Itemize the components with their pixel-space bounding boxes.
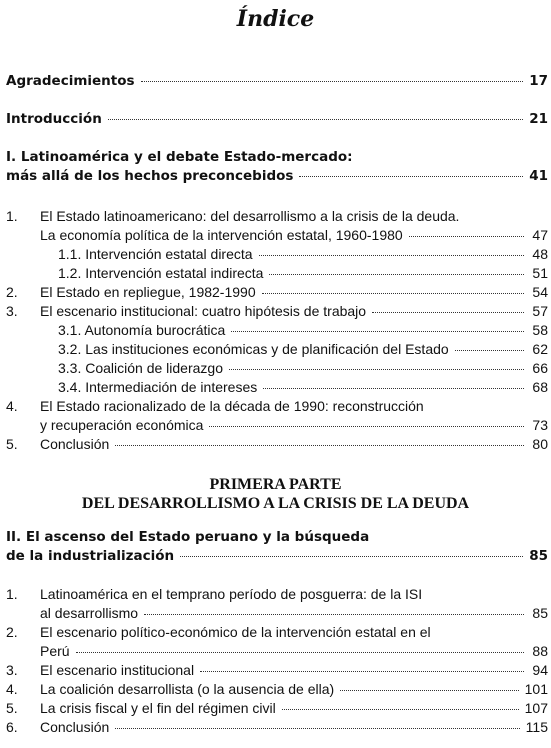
toc-entry[interactable] (40, 641, 548, 661)
entry-label: La crisis fiscal y el fin del régimen civil (40, 700, 276, 716)
toc-entry[interactable] (40, 698, 548, 718)
dot-leader (269, 274, 524, 275)
entry-label: 3.3. Coalición de liderazgo (58, 360, 223, 376)
dot-leader (231, 331, 524, 332)
entry-page: 101 (524, 681, 548, 697)
entry-page: 51 (532, 265, 548, 281)
entry-page: 41 (529, 168, 548, 184)
entry-label: La coalición desarrollista (o la ausencia de ella) (40, 681, 335, 697)
dot-leader (259, 255, 524, 256)
item-text-line1: El Estado racionalizado de la década de 1990: reconstrucción (40, 398, 424, 414)
dot-leader (409, 236, 524, 237)
entry-page: 21 (529, 111, 548, 127)
entry-page: 85 (529, 548, 548, 564)
toc-entry[interactable] (40, 282, 548, 302)
item-text-line1: El escenario político-económico de la intervención estatal en el (40, 624, 431, 640)
dot-leader (299, 176, 523, 177)
dot-leader (108, 119, 523, 120)
entry-label: Conclusión (40, 719, 110, 735)
entry-page: 68 (532, 379, 548, 395)
toc-entry-introduccion[interactable] (6, 109, 548, 129)
entry-page: 17 (529, 73, 548, 89)
toc-entry[interactable] (58, 339, 548, 359)
entry-page: 115 (525, 719, 548, 735)
dot-leader (200, 671, 524, 672)
dot-leader (229, 369, 524, 370)
item-number: 4. (6, 681, 18, 697)
entry-label: y recuperación económica (40, 417, 204, 433)
item-text-line1: El Estado latinoamericano: del desarrollismo a la crisis de la deuda. (40, 208, 460, 224)
toc-entry-chapter-1[interactable] (6, 166, 548, 186)
toc-entry[interactable] (58, 244, 548, 264)
entry-label: La economía política de la intervención estatal, 1960-1980 (40, 227, 403, 243)
dot-leader (141, 81, 524, 82)
entry-label: Introducción (6, 111, 102, 127)
item-number: 1. (6, 586, 18, 602)
entry-label: Perú (40, 643, 70, 659)
item-number: 2. (6, 284, 18, 300)
entry-label: de la industrialización (6, 548, 175, 564)
entry-label: El escenario institucional (40, 662, 195, 678)
chapter-2-title-line1: II. El ascenso del Estado peruano y la búsqueda (6, 529, 370, 545)
entry-label: El escenario institucional: cuatro hipótesis de trabajo (40, 303, 367, 319)
toc-entry[interactable] (58, 263, 548, 283)
entry-label: al desarrollismo (40, 605, 139, 621)
entry-page: 94 (532, 662, 548, 678)
item-number: 2. (6, 624, 18, 640)
part-heading-line2: DEL DESARROLLISMO A LA CRISIS DE LA DEUDA (81, 495, 470, 512)
entry-label: 3.4. Intermediación de intereses (58, 379, 258, 395)
dot-leader (209, 426, 524, 427)
toc-entry[interactable] (40, 603, 548, 623)
item-text-line1: Latinoamérica en el temprano período de posguerra: de la ISI (40, 586, 423, 602)
dot-leader (455, 350, 524, 351)
entry-page: 58 (532, 322, 548, 338)
entry-label: El Estado en repliegue, 1982-1990 (40, 284, 256, 300)
toc-entry[interactable] (58, 358, 548, 378)
item-number: 6. (6, 719, 18, 735)
item-number: 4. (6, 398, 18, 414)
entry-page: 57 (532, 303, 548, 319)
toc-entry[interactable] (40, 679, 548, 699)
dot-leader (282, 709, 519, 710)
entry-page: 47 (532, 227, 548, 243)
entry-page: 54 (532, 284, 548, 300)
dot-leader (144, 614, 524, 615)
toc-entry[interactable] (40, 415, 548, 435)
item-number: 3. (6, 662, 18, 678)
dot-leader (115, 728, 519, 729)
entry-page: 107 (524, 700, 548, 716)
entry-label: 3.1. Autonomía burocrática (58, 322, 226, 338)
entry-label: Conclusión (40, 436, 110, 452)
entry-label: 1.2. Intervención estatal indirecta (58, 265, 264, 281)
item-number: 1. (6, 208, 18, 224)
toc-entry-agradecimientos[interactable] (6, 71, 548, 91)
item-number: 5. (6, 436, 18, 452)
dot-leader (76, 652, 524, 653)
toc-entry[interactable] (40, 301, 548, 321)
item-number: 5. (6, 700, 18, 716)
dot-leader (372, 312, 524, 313)
entry-label: 1.1. Intervención estatal directa (58, 246, 253, 262)
toc-entry[interactable] (40, 225, 548, 245)
entry-page: 88 (532, 643, 548, 659)
item-number: 3. (6, 303, 18, 319)
dot-leader (115, 445, 524, 446)
part-heading-line1: PRIMERA PARTE (209, 476, 342, 493)
toc-entry[interactable] (40, 660, 548, 680)
toc-entry[interactable] (40, 434, 548, 454)
dot-leader (180, 556, 523, 557)
toc-entry[interactable] (40, 717, 548, 737)
entry-page: 80 (532, 436, 548, 452)
entry-page: 66 (532, 360, 548, 376)
toc-entry[interactable] (58, 377, 548, 397)
entry-page: 85 (532, 605, 548, 621)
dot-leader (340, 690, 518, 691)
chapter-1-title-line1: I. Latinoamérica y el debate Estado-mercado: (6, 149, 353, 165)
entry-page: 73 (532, 417, 548, 433)
toc-entry-chapter-2[interactable] (6, 546, 548, 566)
entry-page: 62 (532, 341, 548, 357)
entry-label: Agradecimientos (6, 73, 135, 89)
entry-label: más allá de los hechos preconcebidos (6, 168, 294, 184)
dot-leader (263, 388, 524, 389)
page-title: Índice (236, 6, 315, 32)
dot-leader (262, 293, 524, 294)
entry-page: 48 (532, 246, 548, 262)
entry-label: 3.2. Las instituciones económicas y de planificación del Estado (58, 341, 449, 357)
toc-entry[interactable] (58, 320, 548, 340)
